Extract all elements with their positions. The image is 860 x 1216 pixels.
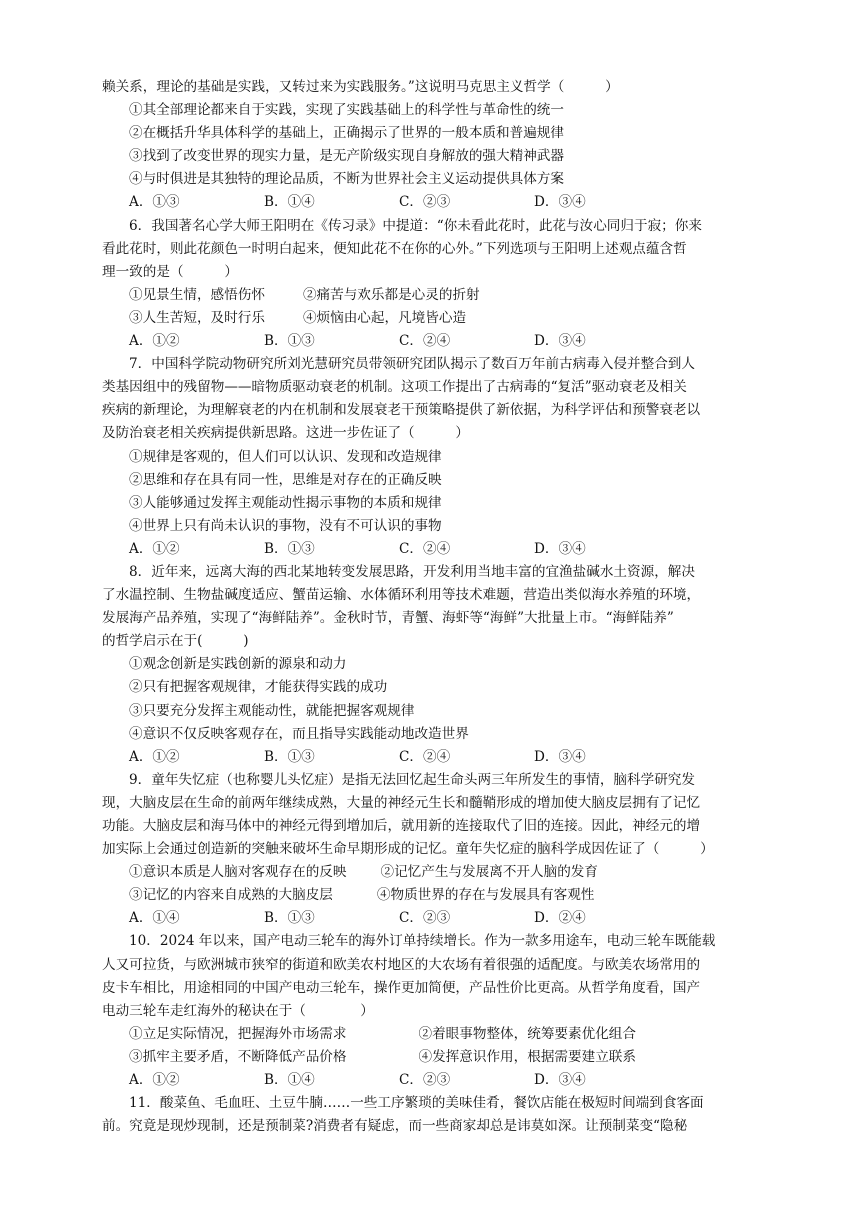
- text-line: 6．我国著名心学大师王阳明在《传习录》中提道：“你未看此花时，此花与汝心同归于寂；你来: [129, 217, 702, 234]
- text-line: ③找到了改变世界的现实力量，是无产阶级实现自身解放的强大精神武器: [129, 148, 564, 165]
- text-line: 的哲学启示在于( ): [102, 633, 249, 650]
- text-line: 发展海产品养殖，实现了“海鲜陆养”。金秋时节，青蟹、海虾等“海鲜”大批量上市。“海鲜陆养”: [102, 610, 674, 627]
- text-line: 类基因组中的残留物——暗物质驱动衰老的机制。这项工作提出了古病毒的“复活”驱动衰老及相关: [102, 379, 687, 396]
- answer-option-a: A．①④: [129, 910, 180, 927]
- answer-option-c: C．②③: [399, 910, 451, 927]
- text-line: 现，大脑皮层在生命的前两年继续成熟，大量的神经元生长和髓鞘形成的增加使大脑皮层拥有了记忆: [102, 794, 701, 811]
- text-line: ④世界上只有尚未认识的事物，没有不可认识的事物: [129, 517, 442, 534]
- statement-pair: [102, 1023, 768, 1046]
- answer-option-a: A．①②: [129, 540, 180, 557]
- answer-option-c: C．②④: [399, 540, 451, 557]
- answer-option-b: B．①④: [264, 194, 315, 211]
- text-line: ④意识不仅反映客观存在，而且指导实践能动地改造世界: [129, 725, 469, 742]
- text-line: 电动三轮车走红海外的秘诀在于（ ）: [102, 1002, 374, 1019]
- text-line: ①其全部理论都来自于实践，实现了实践基础上的科学性与革命性的统一: [129, 102, 564, 119]
- answer-options: [102, 330, 768, 353]
- text-line: 疾病的新理论，为理解衰老的内在机制和发展衰老干预策略提供了新依据，为科学评估和预警衰老以: [102, 402, 701, 419]
- statement-left: ①立足实际情况，把握海外市场需求: [129, 1025, 347, 1042]
- text-line: 看此花时，则此花颜色一时明白起来，便知此花不在你的心外。”下列选项与王阳明上述观点蕴含哲: [102, 240, 687, 257]
- answer-option-d: D．③④: [534, 540, 586, 557]
- text-line: 11．酸菜鱼、毛血旺、土豆牛腩……一些工序繁琐的美味佳肴，餐饮店能在极短时间端到食客面: [129, 1095, 704, 1112]
- answer-option-d: D．③④: [534, 194, 586, 211]
- text-line: ④与时俱进是其独特的理论品质，不断为世界社会主义运动提供具体方案: [129, 171, 564, 188]
- text-line: 前。究竟是现炒现制，还是预制菜?消费者有疑虑，而一些商家却总是讳莫如深。让预制菜变“隐秘: [102, 1118, 688, 1135]
- answer-options: [102, 907, 768, 930]
- answer-options: [102, 1069, 768, 1092]
- statement-pair: [102, 284, 768, 307]
- answer-option-b: B．①③: [264, 910, 315, 927]
- statement-pair: [102, 861, 768, 884]
- statement-left: ③记忆的内容来自成熟的大脑皮层: [129, 887, 333, 904]
- statement-left: ③人生苦短，及时行乐: [129, 309, 265, 326]
- statement-pair: [102, 1046, 768, 1069]
- statement-right: ②记忆产生与发展离不开人脑的发育: [380, 864, 598, 881]
- text-line: ②在概括升华具体科学的基础上，正确揭示了世界的一般本质和普遍规律: [129, 125, 564, 142]
- text-line: 加实际上会通过创造新的突触来破坏生命早期形成的记忆。童年失忆症的脑科学成因佐证了（ ）: [102, 841, 714, 858]
- text-line: 8．近年来，远离大海的西北某地转变发展思路，开发利用当地丰富的宜渔盐碱水土资源，解决: [129, 563, 695, 580]
- answer-option-c: C．②④: [399, 333, 451, 350]
- statement-left: ①意识本质是人脑对客观存在的反映: [129, 864, 347, 881]
- answer-options: [102, 746, 768, 769]
- text-line: ①规律是客观的，但人们可以认识、发现和改造规律: [129, 448, 442, 465]
- statement-pair: [102, 884, 768, 907]
- answer-option-a: A．①②: [129, 1072, 180, 1089]
- text-line: ②只有把握客观规律，才能获得实践的成功: [129, 679, 388, 696]
- answer-option-c: C．②④: [399, 748, 451, 765]
- text-line: ②思维和存在具有同一性，思维是对存在的正确反映: [129, 471, 442, 488]
- text-line: 及防治衰老相关疾病提供新思路。这进一步佐证了（ ）: [102, 425, 470, 442]
- statement-right: ④烦恼由心起，凡境皆心造: [302, 309, 467, 326]
- text-line: 10．2024 年以来，国产电动三轮车的海外订单持续增长。作为一款多用途车，电动三轮车既能载: [129, 933, 716, 950]
- text-line: 理一致的是（ ）: [102, 263, 238, 280]
- statement-right: ④物质世界的存在与发展具有客观性: [376, 887, 595, 904]
- text-line: ③人能够通过发挥主观能动性揭示事物的本质和规律: [129, 494, 442, 511]
- text-line: 功能。大脑皮层和海马体中的神经元得到增加后，就用新的连接取代了旧的连接。因此，神经元的增: [102, 818, 701, 834]
- answer-option-d: D．②④: [534, 910, 586, 927]
- text-line: 人又可拉货，与欧洲城市狭窄的街道和欧美农村地区的大农场有着很强的适配度。与欧美农场常用的: [102, 956, 701, 973]
- answer-option-c: C．②③: [399, 1072, 451, 1089]
- text-line: 赖关系，理论的基础是实践，又转过来为实践服务。”这说明马克思主义哲学（ ）: [102, 79, 619, 95]
- text-line: 9．童年失忆症（也称婴儿头忆症）是指无法回忆起生命头两三年所发生的事情，脑科学研究发: [129, 771, 695, 788]
- text-line: 皮卡车相比，用途相同的中国产电动三轮车，操作更加简便，产品性价比更高。从哲学角度看，国产: [102, 979, 701, 996]
- statement-left: ③抓牢主要矛盾，不断降低产品价格: [129, 1048, 347, 1065]
- answer-option-d: D．③④: [534, 748, 586, 765]
- answer-option-d: D．③④: [534, 333, 586, 350]
- text-line: ③只要充分发挥主观能动性，就能把握客观规律: [129, 702, 415, 719]
- statement-right: ②痛苦与欢乐都是心灵的折射: [302, 286, 480, 303]
- statement-left: ①见景生情，感悟伤怀: [129, 286, 265, 303]
- statement-pair: [102, 307, 768, 330]
- exam-page: [102, 76, 768, 1138]
- text-line: 了水温控制、生物盐碱度适应、蟹苗运输、水体循环利用等技术难题，营造出类似海水养殖的环境，: [102, 587, 701, 604]
- text-line: ①观念创新是实践创新的源泉和动力: [129, 656, 347, 673]
- statement-right: ④发挥意识作用，根据需要建立联系: [418, 1048, 636, 1065]
- answer-option-a: A．①③: [129, 194, 180, 211]
- answer-option-a: A．①②: [129, 748, 180, 765]
- answer-option-d: D．③④: [534, 1072, 586, 1089]
- answer-option-b: B．①③: [264, 540, 315, 557]
- answer-option-b: B．①④: [264, 1072, 315, 1089]
- statement-right: ②着眼事物整体，统筹要素优化组合: [418, 1025, 636, 1042]
- answer-options: [102, 538, 768, 561]
- answer-options: [102, 191, 768, 214]
- text-line: 7．中国科学院动物研究所刘光慧研究员带领研究团队揭示了数百万年前古病毒入侵并整合到人: [129, 356, 695, 373]
- answer-option-a: A．①②: [129, 333, 180, 350]
- answer-option-c: C．②③: [399, 194, 451, 211]
- answer-option-b: B．①③: [264, 333, 315, 350]
- answer-option-b: B．①③: [264, 748, 315, 765]
